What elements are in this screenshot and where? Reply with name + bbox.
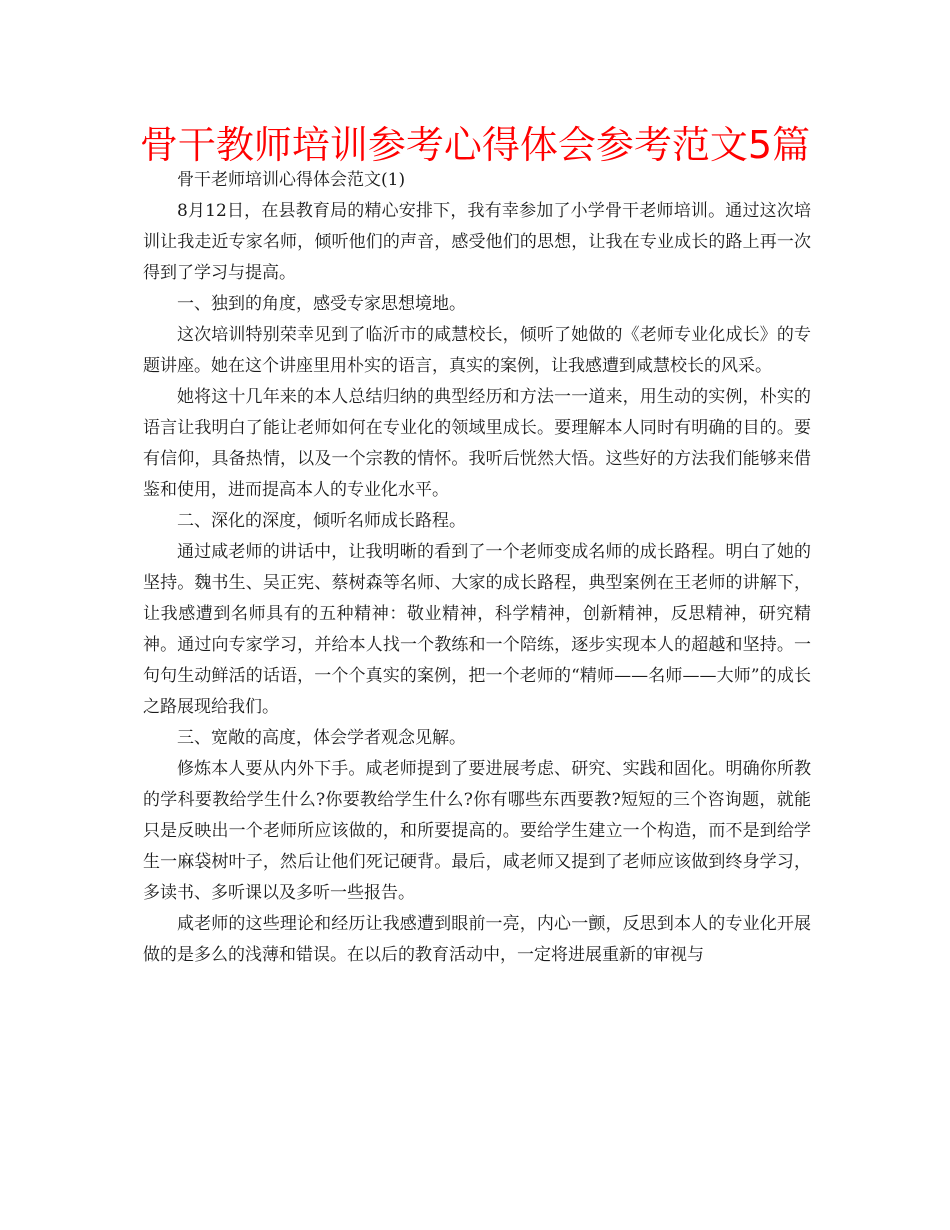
paragraph: 修炼本人要从内外下手。咸老师提到了要进展考虑、研究、实践和固化。明确你所教的学科要教给学生什么?你要教给学生什么?你有哪些东西要教?短短的三个咨询题，就能只是反映出一个老师所应该做的，和所要提高的。要给学生建立一个构造，而不是到给学生一麻袋树叶子，然后让他们死记硬背。最后，咸老师又提到了老师应该做到终身学习，多读书、多听课以及多听一些报告。 xyxy=(143,759,811,903)
section-heading-1: 一、独到的角度，感受专家思想境地。 xyxy=(177,294,466,314)
section-heading-3: 三、宽敞的高度，体会学者观念见解。 xyxy=(177,728,466,748)
paragraph: 她将这十几年来的本人总结归纳的典型经历和方法一一道来，用生动的实例，朴实的语言让我明白了能让老师如何在专业化的领域里成长。要理解本人同时有明确的目的。要有信仰，具备热情，以及一个宗教的情怀。我听后恍然大悟。这些好的方法我们能够来借鉴和使用，进而提高本人的专业化水平。 xyxy=(143,387,811,500)
paragraph: 这次培训特别荣幸见到了临沂市的咸慧校长，倾听了她做的《老师专业化成长》的专题讲座。她在这个讲座里用朴实的语言，真实的案例，让我感遭到咸慧校长的风采。 xyxy=(143,325,811,376)
paragraph-subtitle: 骨干老师培训心得体会范文(1) xyxy=(177,170,406,190)
document-title: 骨干教师培训参考心得体会参考范文5篇 xyxy=(139,123,811,167)
document-body xyxy=(143,165,811,971)
paragraph: 8月12日，在县教育局的精心安排下，我有幸参加了小学骨干老师培训。通过这次培训让我走近专家名师，倾听他们的声音，感受他们的思想，让我在专业成长的路上再一次得到了学习与提高。 xyxy=(143,201,811,283)
section-heading-2: 二、深化的深度，倾听名师成长路程。 xyxy=(177,511,466,531)
paragraph: 通过咸老师的讲话中，让我明晰的看到了一个老师变成名师的成长路程。明白了她的坚持。魏书生、吴正宪、蔡树森等名师、大家的成长路程，典型案例在王老师的讲解下，让我感遭到名师具有的五种精神：敬业精神，科学精神，创新精神，反思精神，研究精神。通过向专家学习，并给本人找一个教练和一个陪练，逐步实现本人的超越和坚持。一句句生动鲜活的话语，一个个真实的案例，把一个老师的“精师——名师——大师”的成长之路展现给我们。 xyxy=(143,542,811,717)
paragraph: 咸老师的这些理论和经历让我感遭到眼前一亮，内心一颤，反思到本人的专业化开展做的是多么的浅薄和错误。在以后的教育活动中，一定将进展重新的审视与 xyxy=(143,914,811,965)
